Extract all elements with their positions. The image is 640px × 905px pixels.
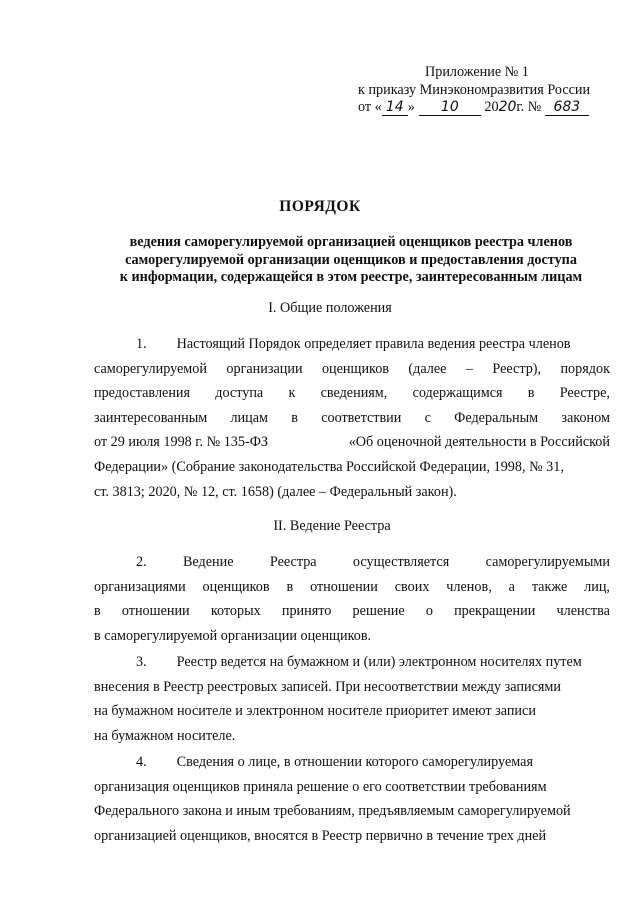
text-run: сведениям,: [320, 385, 388, 402]
text-run: на бумажном носителе.: [94, 727, 236, 744]
appendix-date-line: [350, 99, 610, 117]
paragraph-line: [94, 650, 610, 675]
paragraph-line: [94, 799, 610, 824]
text-run: членства: [556, 603, 610, 620]
date-suffix: г. №: [516, 99, 542, 115]
text-run: на бумажном носителе и электронном носителе приоритет имеют записи: [94, 703, 536, 720]
text-run: Реестра: [269, 554, 317, 570]
paragraph-line: [94, 699, 610, 724]
text-run: Ведение: [182, 554, 234, 570]
document-title: ПОРЯДОК: [279, 198, 361, 215]
date-prefix: от «: [358, 99, 382, 115]
text-run: саморегулируемыми: [485, 554, 610, 570]
paragraph-line: [94, 750, 610, 775]
text-run: оценщиков: [202, 578, 270, 595]
text-run: с: [424, 409, 431, 426]
text-run: Реестре,: [559, 385, 610, 402]
text-run: Федерации» (Собрание законодательства Российской Федерации, 1998, № 31,: [94, 458, 564, 475]
paragraph-line: [94, 406, 610, 431]
paragraph-line: [94, 550, 610, 575]
text-run: лиц,: [584, 578, 610, 595]
text-run: организации: [226, 360, 303, 377]
text-run: содержащимся: [412, 385, 503, 402]
text-run: принято: [281, 603, 332, 620]
text-run: порядок: [560, 360, 610, 377]
text-run: от 29 июля 1998 г. № 135-ФЗ: [94, 434, 269, 451]
text-run: организациями: [94, 578, 186, 595]
handwritten-year: 20: [498, 99, 517, 115]
text-run: Реестр ведется на бумажном и (или) электронном носителях путем: [176, 654, 582, 670]
year-prefix: 20: [484, 99, 499, 115]
section-heading-general: I. Общие положения: [268, 300, 392, 316]
appendix-header: [350, 64, 610, 117]
text-run: заинтересованным: [94, 409, 208, 426]
paragraph-1: [94, 332, 610, 504]
text-run: оценщиков: [321, 360, 390, 377]
text-run: 2.: [136, 554, 147, 570]
text-run: отношении: [310, 578, 378, 595]
text-run: в: [527, 385, 535, 402]
text-run: Настоящий Порядок определяет правила ведения реестра членов: [176, 336, 571, 352]
text-run: 1.: [136, 336, 147, 352]
paragraph-line: [94, 824, 610, 849]
text-run: 4.: [136, 754, 147, 770]
text-run: своих: [394, 578, 430, 595]
paragraph-2: [94, 550, 610, 648]
paragraph-line: [94, 575, 610, 600]
paragraph-line: [94, 381, 610, 406]
text-run: Федерального закона и иным требованиям, предъявляемым саморегулируемой: [94, 803, 571, 820]
text-run: «Об оценочной деятельности в Российской: [348, 434, 610, 451]
subtitle-line: ведения саморегулируемой организацией оценщиков реестра членов: [129, 234, 573, 250]
text-run: Реестр),: [492, 360, 542, 377]
text-run: в саморегулируемой организации оценщиков.: [94, 627, 372, 644]
paragraph-line: [94, 675, 610, 700]
text-run: законом: [561, 409, 610, 426]
paragraph-line: [94, 332, 610, 357]
paragraph-line: [94, 775, 610, 800]
subtitle-line: саморегулируемой организации оценщиков и предоставления доступа: [125, 251, 577, 268]
paragraph-line: [94, 480, 610, 505]
text-run: о: [425, 603, 433, 620]
subtitle-line: к информации, содержащейся в этом реестре, заинтересованным лицам: [119, 269, 583, 286]
text-run: прекращении: [454, 603, 536, 620]
text-run: организацией оценщиков, вносятся в Реестр первично в течение трех дней: [94, 827, 547, 844]
text-run: лицам: [230, 409, 269, 426]
appendix-order-reference: к приказу Минэкономразвития России: [358, 81, 591, 98]
text-run: в: [291, 409, 298, 426]
paragraph-4: [94, 750, 610, 848]
text-run: которых: [210, 603, 261, 620]
text-run: организация оценщиков приняла решение о его соответствии требованиям: [94, 778, 547, 795]
text-run: соответствии: [321, 409, 402, 426]
text-run: ст. 3813; 2020, № 12, ст. 1658) (далее – Федеральный закон).: [94, 483, 457, 500]
text-run: предоставления: [94, 385, 191, 402]
text-run: 3.: [136, 654, 147, 670]
appendix-title: Приложение № 1: [425, 64, 529, 80]
text-run: в: [94, 603, 101, 620]
text-run: отношении: [121, 603, 190, 620]
text-run: а: [508, 578, 515, 595]
paragraph-line: [94, 624, 610, 649]
text-run: Федеральным: [454, 409, 539, 426]
text-run: в: [286, 578, 294, 595]
paragraph-3: [94, 650, 610, 748]
paragraph-line: [94, 724, 610, 749]
text-run: –: [465, 360, 473, 377]
text-run: (далее: [408, 360, 447, 377]
text-run: также: [531, 578, 568, 595]
text-run: к: [288, 385, 296, 402]
handwritten-day: 14: [382, 100, 408, 116]
text-run: доступа: [215, 385, 264, 402]
text-run: внесения в Реестр реестровых записей. При несоответствии между записями: [94, 678, 561, 695]
paragraph-line: [94, 455, 610, 480]
section-heading-registry: II. Ведение Реестра: [273, 518, 391, 534]
paragraph-line: [94, 357, 610, 382]
handwritten-month: 10: [419, 100, 481, 116]
handwritten-order-number: 683: [545, 100, 589, 116]
date-mid: »: [407, 99, 415, 115]
paragraph-line: [94, 430, 610, 455]
text-run: осуществляется: [352, 554, 450, 570]
text-run: саморегулируемой: [94, 360, 207, 377]
text-run: членов,: [446, 578, 492, 595]
text-run: решение: [352, 603, 405, 620]
text-run: Сведения о лице, в отношении которого саморегулируемая: [176, 754, 533, 770]
document-subtitle: [88, 234, 614, 287]
paragraph-line: [94, 599, 610, 624]
